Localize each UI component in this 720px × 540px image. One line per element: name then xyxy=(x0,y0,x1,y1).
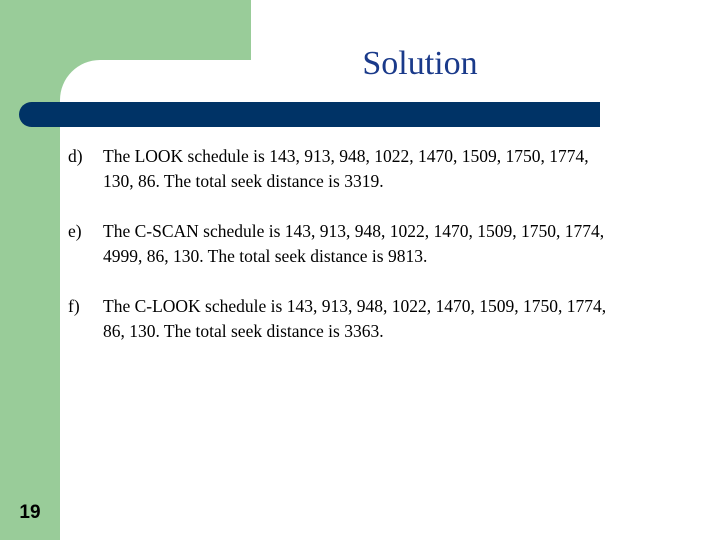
list-item-text xyxy=(103,219,698,269)
list-item-label: d) xyxy=(68,146,83,166)
list-item-line: 130, 86. The total seek distance is 3319. xyxy=(103,171,384,191)
list-item-line: The LOOK schedule is 143, 913, 948, 1022, 1470, 1509, 1750, 1774, xyxy=(103,146,589,166)
list-item-label: f) xyxy=(68,296,80,316)
decorative-green-left-panel xyxy=(0,0,60,540)
list-item-text xyxy=(103,144,698,194)
list-item-line: 86, 130. The total seek distance is 3363. xyxy=(103,321,384,341)
list-item-line: The C-SCAN schedule is 143, 913, 948, 1022, 1470, 1509, 1750, 1774, xyxy=(103,221,605,241)
slide-page-number: 19 xyxy=(19,502,41,523)
list-item-line: 4999, 86, 130. The total seek distance is 9813. xyxy=(103,246,428,266)
list-item-e xyxy=(68,219,698,269)
slide-title: Solution xyxy=(362,45,478,82)
list-item-label: e) xyxy=(68,221,82,241)
solution-list xyxy=(68,144,698,369)
list-item-line: The C-LOOK schedule is 143, 913, 948, 1022, 1470, 1509, 1750, 1774, xyxy=(103,296,607,316)
title-underline-bar xyxy=(19,102,600,127)
list-item-d xyxy=(68,144,698,194)
list-item-f xyxy=(68,294,698,344)
list-item-text xyxy=(103,294,698,344)
